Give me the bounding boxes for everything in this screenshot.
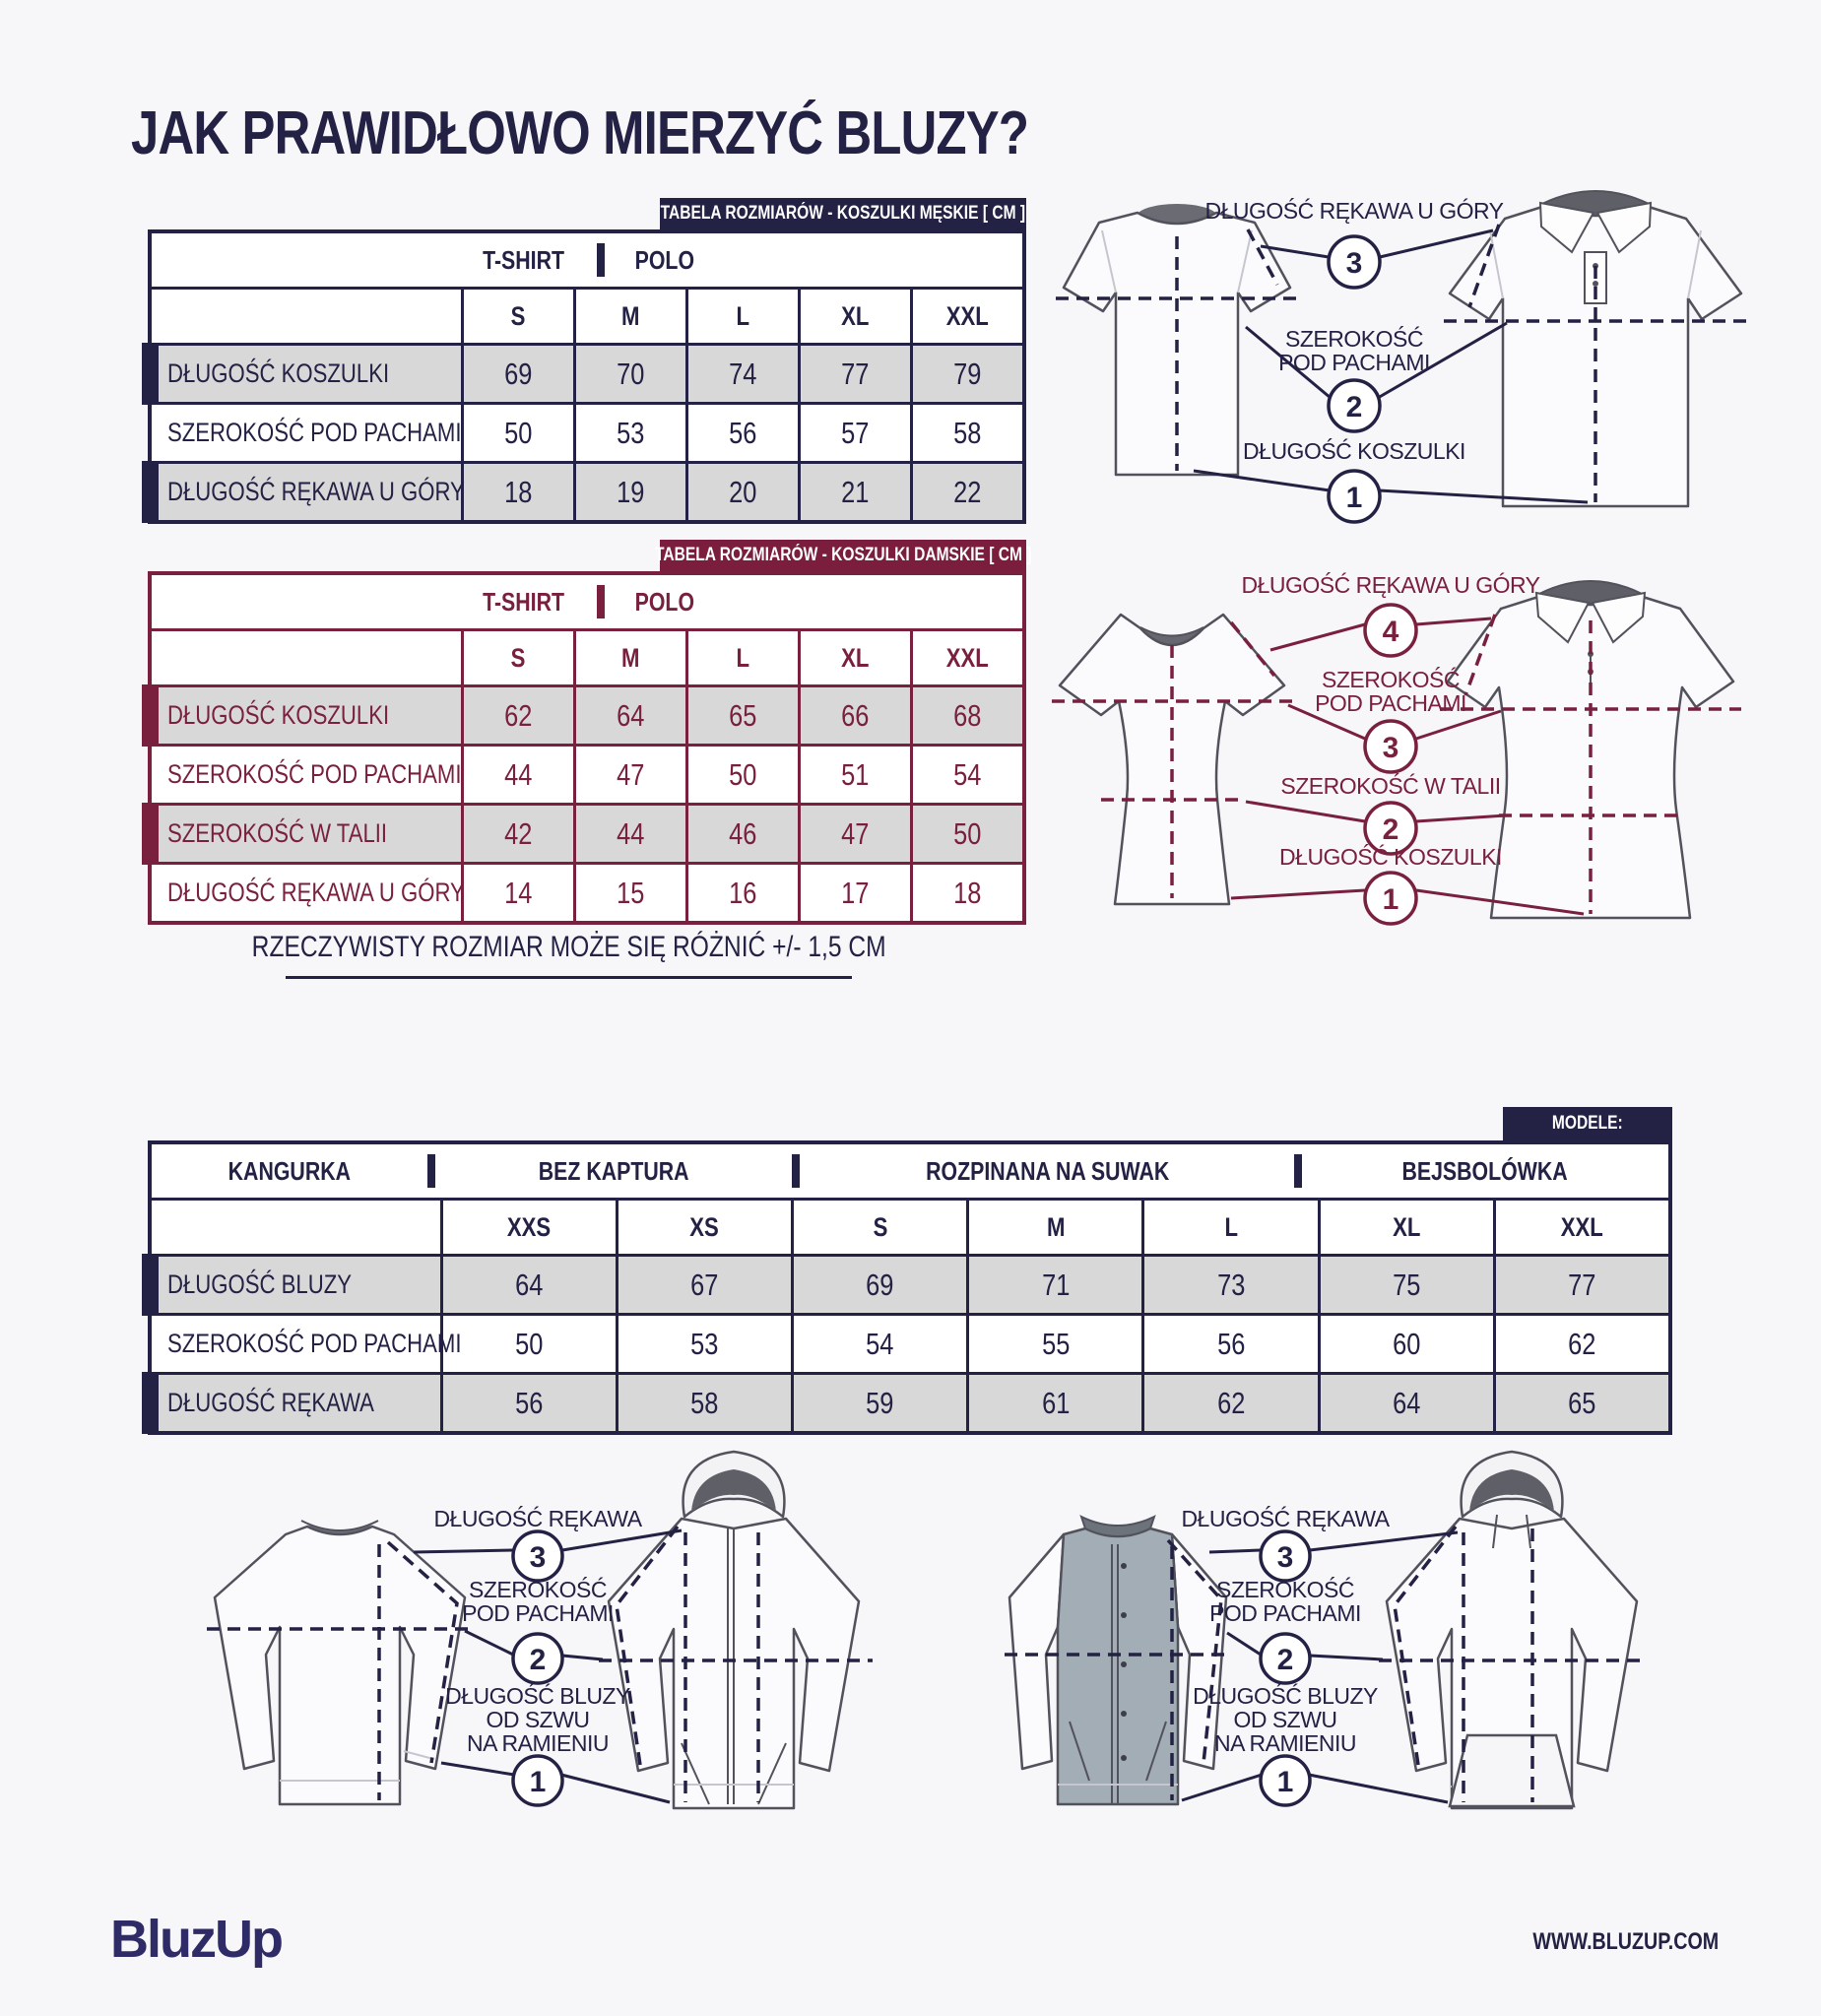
table-cell: 47 [573, 747, 685, 803]
callout-label-sleeve: DŁUGOŚĆ RĘKAWA U GÓRY [1204, 198, 1504, 224]
table-cell: 57 [798, 405, 910, 461]
type-divider [1294, 1154, 1302, 1188]
table-cell: 77 [1493, 1257, 1668, 1313]
callout-number: 4 [1382, 616, 1399, 648]
mens-table-tab: TABELA ROZMIARÓW - KOSZULKI MĘSKIE [ CM ] [660, 198, 1026, 229]
empty-cell [152, 1201, 440, 1254]
callout-label-length: DŁUGOŚĆ KOSZULKI [1243, 438, 1465, 464]
jacket-button [1121, 1755, 1127, 1761]
empty-cell [152, 290, 461, 343]
table-row [152, 684, 1022, 744]
row-label: SZEROKOŚĆ POD PACHAMI [167, 418, 462, 447]
table-cell: 54 [791, 1316, 966, 1372]
table-cell: 70 [573, 346, 685, 402]
callout-label-chest-2: POD PACHAMI [1315, 690, 1466, 716]
table-cell: 55 [966, 1316, 1141, 1372]
zip-hoodie-illustration [609, 1452, 859, 1808]
table-cell: 18 [461, 464, 573, 520]
table-cell: 47 [798, 806, 910, 862]
baseball-jacket-illustration [1009, 1517, 1226, 1804]
size-header: XL [1318, 1201, 1493, 1254]
type-bejsbolowka: BEJSBOLÓWKA [1401, 1155, 1569, 1186]
table-cell: 64 [573, 687, 685, 744]
type-divider [597, 585, 605, 618]
callout-label-length-2: OD SZWU [486, 1707, 590, 1732]
callout-number: 1 [529, 1766, 547, 1798]
row-label: DŁUGOŚĆ RĘKAWA U GÓRY [167, 477, 465, 506]
page-title: JAK PRAWIDŁOWO MIERZYĆ BLUZY? [131, 99, 1029, 167]
womens-garment-type-row [152, 575, 1022, 628]
table-cell: 62 [1141, 1375, 1317, 1431]
callout-number: 2 [1345, 391, 1363, 423]
row-label: DŁUGOŚĆ KOSZULKI [167, 358, 390, 388]
table-cell: 15 [573, 865, 685, 921]
type-tshirt: T-SHIRT [482, 586, 564, 617]
table-cell: 46 [685, 806, 798, 862]
table-cell: 50 [461, 405, 573, 461]
table-cell: 50 [440, 1316, 616, 1372]
size-header: M [966, 1201, 1141, 1254]
callout-number: 1 [1276, 1766, 1294, 1798]
callout-label-chest-1: SZEROKOŚĆ [1216, 1577, 1354, 1602]
jacket-button [1121, 1563, 1127, 1569]
callout-label-chest-1: SZEROKOŚĆ [1322, 667, 1460, 692]
models-table-tab: MODELE: [1503, 1107, 1672, 1140]
table-cell: 51 [798, 747, 910, 803]
table-cell: 53 [616, 1316, 791, 1372]
callout-label-chest-1: SZEROKOŚĆ [469, 1577, 607, 1602]
models-size-table [148, 1140, 1672, 1435]
table-cell: 69 [461, 346, 573, 402]
type-rozpinana: ROZPINANA NA SUWAK [925, 1155, 1169, 1186]
mens-size-table [148, 229, 1026, 524]
table-row [152, 1254, 1668, 1313]
row-label: SZEROKOŚĆ POD PACHAMI [167, 759, 462, 789]
jacket-button [1121, 1711, 1127, 1717]
row-label: DŁUGOŚĆ RĘKAWA [167, 1388, 374, 1417]
callout-label-length-3: NA RAMIENIU [1213, 1730, 1357, 1756]
womens-size-table [148, 571, 1026, 925]
table-cell: 21 [798, 464, 910, 520]
size-header: XL [798, 290, 910, 343]
table-cell: 62 [461, 687, 573, 744]
table-cell: 19 [573, 464, 685, 520]
callout-connector [1182, 1775, 1448, 1802]
type-bez-kaptura: BEZ KAPTURA [538, 1155, 689, 1186]
callout-number: 2 [1276, 1644, 1294, 1676]
callout-label-waist: SZEROKOŚĆ W TALII [1280, 773, 1501, 799]
table-cell: 53 [573, 405, 685, 461]
table-cell: 75 [1318, 1257, 1493, 1313]
callout-label-sleeve: DŁUGOŚĆ RĘKAWA [1181, 1506, 1390, 1531]
mens-garment-type-row [152, 233, 1022, 287]
table-cell: 64 [440, 1257, 616, 1313]
callout-label-sleeve: DŁUGOŚĆ RĘKAWA [433, 1506, 642, 1531]
callout-label-length-1: DŁUGOŚĆ BLUZY [1193, 1683, 1378, 1709]
size-header: XS [616, 1201, 791, 1254]
size-tolerance-note: RZECZYWISTY ROZMIAR MOŻE SIĘ RÓŻNIĆ +/- 1,5 CM [286, 931, 852, 979]
size-header: XXS [440, 1201, 616, 1254]
table-cell: 60 [1318, 1316, 1493, 1372]
table-cell: 67 [616, 1257, 791, 1313]
table-cell: 71 [966, 1257, 1141, 1313]
type-divider [792, 1154, 800, 1188]
table-cell: 54 [910, 747, 1022, 803]
models-size-header-row [152, 1198, 1668, 1254]
mens-size-header-row [152, 287, 1022, 343]
table-cell: 42 [461, 806, 573, 862]
size-header: L [1141, 1201, 1317, 1254]
bluzup-logo: BluzUp [110, 1910, 282, 1969]
callout-number: 1 [1345, 482, 1363, 514]
empty-cell [152, 631, 461, 684]
table-cell: 59 [791, 1375, 966, 1431]
jacket-button [1121, 1661, 1127, 1667]
table-cell: 20 [685, 464, 798, 520]
size-header: S [461, 290, 573, 343]
row-label: DŁUGOŚĆ KOSZULKI [167, 700, 390, 730]
row-label: DŁUGOŚĆ BLUZY [167, 1269, 353, 1299]
table-row [152, 1313, 1668, 1372]
jacket-measurement-diagram [936, 1418, 1645, 1842]
table-cell: 56 [685, 405, 798, 461]
table-row [152, 744, 1022, 803]
size-header: XXL [1493, 1201, 1668, 1254]
table-cell: 65 [1493, 1375, 1668, 1431]
table-cell: 44 [573, 806, 685, 862]
table-row [152, 803, 1022, 862]
size-header: XXL [910, 631, 1022, 684]
size-header: L [685, 290, 798, 343]
callout-number: 1 [1382, 883, 1399, 916]
callout-number: 2 [529, 1644, 547, 1676]
table-row [152, 862, 1022, 921]
table-cell: 66 [798, 687, 910, 744]
callout-label-length-3: NA RAMIENIU [466, 1730, 610, 1756]
table-cell: 62 [1493, 1316, 1668, 1372]
womens-table-tab: TABELA ROZMIARÓW - KOSZULKI DAMSKIE [ CM ] [660, 540, 1026, 571]
womens-measurement-diagram [1044, 552, 1792, 936]
callout-label-chest-1: SZEROKOŚĆ [1285, 326, 1423, 352]
sweatshirt-illustration [215, 1521, 465, 1804]
type-kangurka: KANGURKA [228, 1155, 352, 1186]
table-cell: 61 [966, 1375, 1141, 1431]
table-cell: 18 [910, 865, 1022, 921]
callout-number: 3 [1345, 247, 1363, 280]
size-header: M [573, 631, 685, 684]
size-header: M [573, 290, 685, 343]
table-cell: 14 [461, 865, 573, 921]
table-cell: 58 [616, 1375, 791, 1431]
table-cell: 77 [798, 346, 910, 402]
type-tshirt: T-SHIRT [482, 244, 564, 275]
kangaroo-pocket [1450, 1735, 1574, 1806]
table-cell: 74 [685, 346, 798, 402]
table-cell: 58 [910, 405, 1022, 461]
mens-measurement-diagram [1044, 167, 1792, 532]
size-header: XXL [910, 290, 1022, 343]
table-cell: 64 [1318, 1375, 1493, 1431]
type-divider [427, 1154, 435, 1188]
table-cell: 68 [910, 687, 1022, 744]
callout-label-length-1: DŁUGOŚĆ BLUZY [445, 1683, 630, 1709]
size-header: S [461, 631, 573, 684]
row-label: SZEROKOŚĆ W TALII [167, 818, 388, 848]
website-url: WWW.BLUZUP.COM [1532, 1928, 1719, 1955]
table-cell: 16 [685, 865, 798, 921]
table-cell: 56 [440, 1375, 616, 1431]
callout-number: 3 [1276, 1541, 1294, 1574]
hoodie-illustration [1387, 1452, 1637, 1808]
callout-number: 3 [1382, 732, 1399, 764]
row-label: SZEROKOŚĆ POD PACHAMI [167, 1329, 462, 1358]
sweatshirt-measurement-diagram [177, 1418, 886, 1842]
polo-button [1593, 281, 1598, 287]
table-cell: 44 [461, 747, 573, 803]
callout-label-chest-2: POD PACHAMI [462, 1600, 614, 1626]
table-row [152, 402, 1022, 461]
table-cell: 17 [798, 865, 910, 921]
womens-size-header-row [152, 628, 1022, 684]
table-cell: 69 [791, 1257, 966, 1313]
size-header: S [791, 1201, 966, 1254]
table-cell: 56 [1141, 1316, 1317, 1372]
table-row [152, 461, 1022, 520]
type-polo: POLO [634, 244, 694, 275]
callout-label-chest-2: POD PACHAMI [1209, 1600, 1361, 1626]
table-cell: 65 [685, 687, 798, 744]
type-divider [597, 243, 605, 277]
table-cell: 22 [910, 464, 1022, 520]
callout-number: 3 [529, 1541, 547, 1574]
table-cell: 50 [910, 806, 1022, 862]
callout-label-length-2: OD SZWU [1233, 1707, 1337, 1732]
size-header: XL [798, 631, 910, 684]
table-cell: 79 [910, 346, 1022, 402]
table-row [152, 343, 1022, 402]
size-header: L [685, 631, 798, 684]
jacket-button [1121, 1612, 1127, 1618]
type-polo: POLO [634, 586, 694, 617]
callout-label-length: DŁUGOŚĆ KOSZULKI [1279, 844, 1502, 870]
callout-label-chest-2: POD PACHAMI [1278, 350, 1430, 375]
callout-number: 2 [1382, 813, 1399, 846]
models-garment-type-row [152, 1144, 1668, 1198]
table-cell: 50 [685, 747, 798, 803]
callout-label-sleeve: DŁUGOŚĆ RĘKAWA U GÓRY [1241, 572, 1540, 598]
table-cell: 73 [1141, 1257, 1317, 1313]
jacket-sleeve-left [1009, 1534, 1064, 1769]
row-label: DŁUGOŚĆ RĘKAWA U GÓRY [167, 878, 465, 907]
callout-connector [1209, 1532, 1458, 1552]
